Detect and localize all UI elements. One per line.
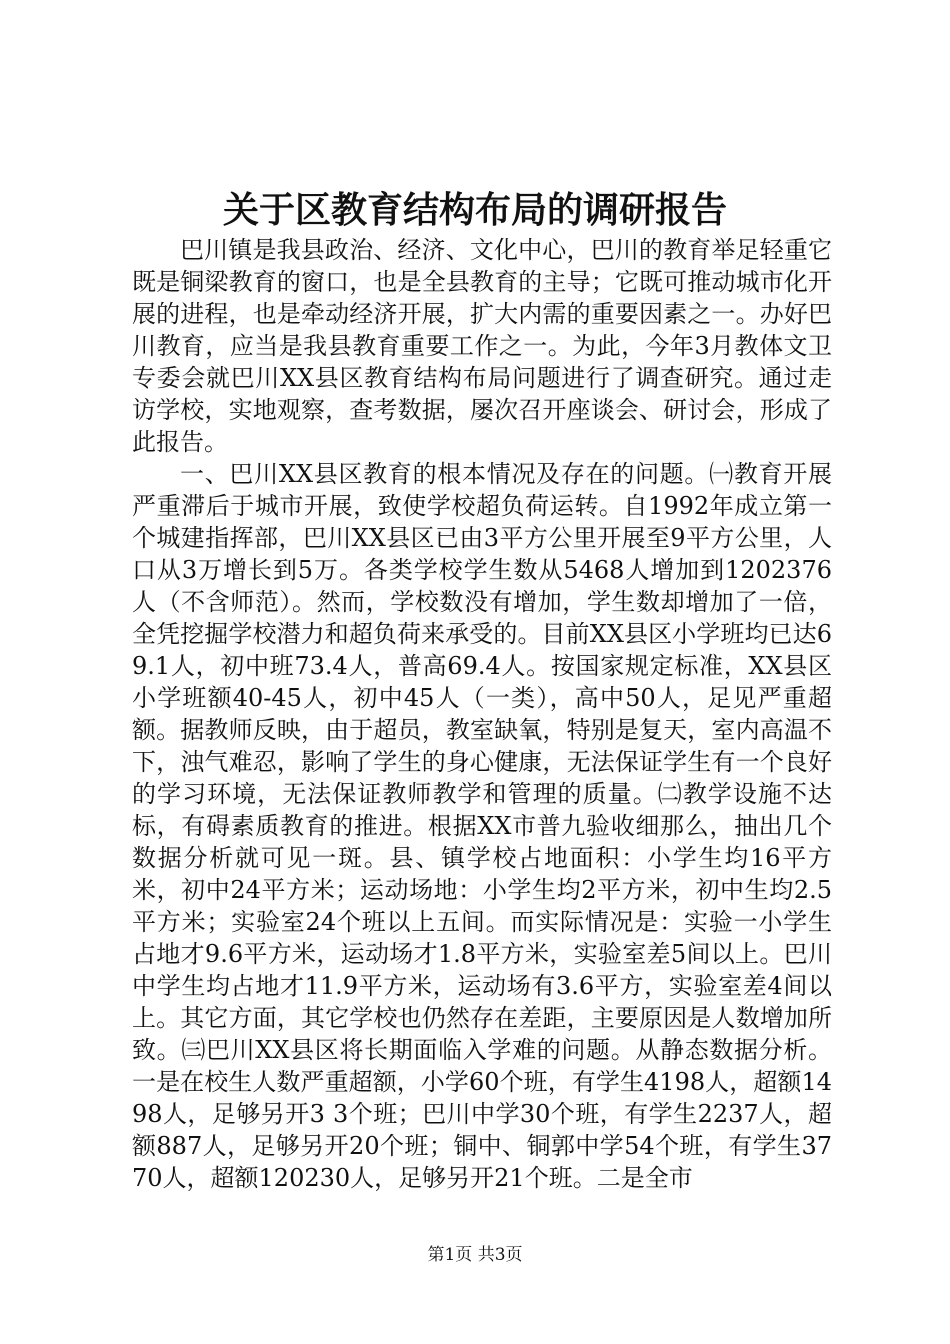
document-title: 关于区教育结构布局的调研报告 bbox=[222, 189, 727, 231]
body-paragraph-section-one: 一、巴川XX县区教育的根本情况及存在的问题。㈠教育开展严重滞后于城市开展，致使学校超负荷运转。自1992年成立第一个城建指挥部，巴川XX县区已由3平方公里开展至9平方公里，人口从3万增长到5万。各类学校学生数从5468人增加到1202376人（不含师范）。然而，学校数没有增加，学生数却增加了一倍，全凭挖掘学校潜力和超负荷来承受的。目前XX县区小学班均已达69.1人，初中班73.4人，普高69.4人。按国家规定标准，XX县区小学班额40-45人，初中45人（一类），高中50人，足见严重超额。据教师反映，由于超员，教室缺氧，特别是复天，室内高温不下，浊气难忍，影响了学生的身心健康，无法保证学生有一个良好的学习环境，无法保证教师教学和管理的质量。㈡教学设施不达标，有碍素质教育的推进。根据XX市普九验收细那么，抽出几个数据分析就可见一斑。县、镇学校占地面积：小学生均16平方米，初中24平方米；运动场地：小学生均2平方米，初中生均2.5平方米；实验室24个班以上五间。而实际情况是：实验一小学生占地才9.6平方米，运动场才1.8平方米，实验室差5间以上。巴川中学生均占地才11.9平方米，运动场有3.6平方，实验室差4间以上。其它方面，其它学校也仍然存在差距，主要原因是人数增加所致。㈢巴川XX县区将长期面临入学难的问题。从静态数据分析。一是在校生人数严重超额，小学60个班，有学生4198人，超额1498人，足够另开3 3个班；巴川中学30个班，有学生2237人，超额887人，足够另开20个班；铜中、铜郭中学54个班，有学生3770人，超额120230人，足够另开21个班。二是全市 bbox=[132, 460, 832, 1192]
page-footer: 第1页 共3页 bbox=[427, 1245, 523, 1265]
document-body bbox=[132, 234, 832, 1194]
body-paragraph-intro: 巴川镇是我县政治、经济、文化中心，巴川的教育举足轻重它既是铜梁教育的窗口，也是全县教育的主导；它既可推动城市化开展的进程，也是牵动经济开展，扩大内需的重要因素之一。办好巴川教育，应当是我县教育重要工作之一。为此，今年3月教体文卫专委会就巴川XX县区教育结构布局问题进行了调查研究。通过走访学校，实地观察，查考数据，屡次召开座谈会、研讨会，形成了此报告。 bbox=[132, 236, 832, 456]
